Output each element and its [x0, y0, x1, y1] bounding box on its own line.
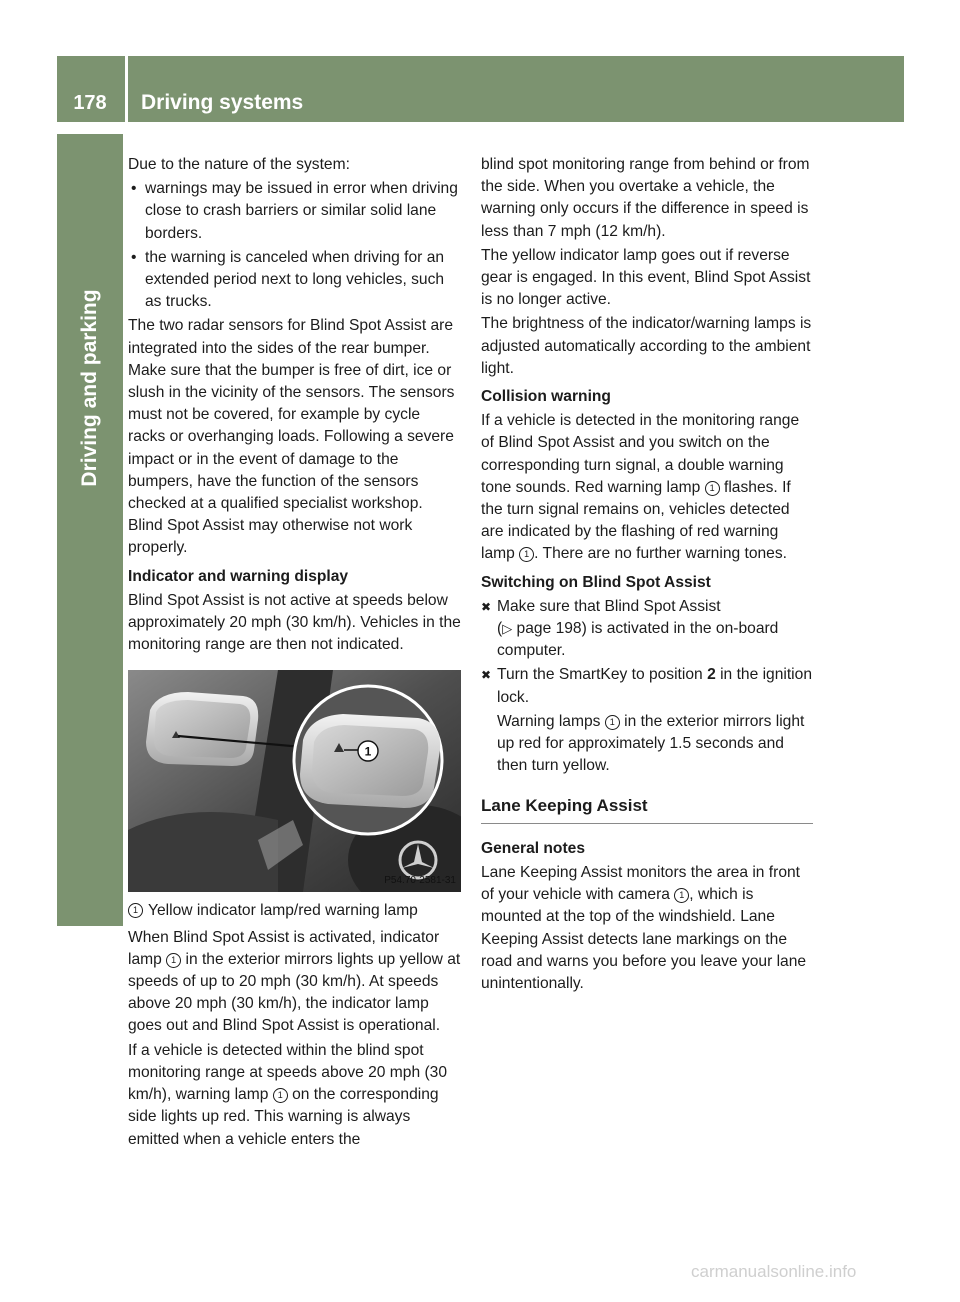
callout-marker: 1	[705, 481, 720, 496]
inactive-paragraph: Blind Spot Assist is not active at speeds below approximately 20 mph (30 km/h). Vehicles in the monitoring range are then not indicated.	[128, 591, 461, 654]
sensors-paragraph: The two radar sensors for Blind Spot Assist are integrated into the sides of the rear bumper. Make sure that the bumper is free of dirt, ice or slush in the vicinity of the sensors. The sensors must not be covered, for example by cycle racks or overhanging loads. Following a severe impact or in the event of damage to the bumpers, have the function of the sensors checked at a qualified specialist workshop. Blind Spot Assist may otherwise not work properly.	[128, 317, 455, 557]
text-run: , which is mounted at the top of the windshield. Lane Keeping Assist detects lane markings on the road and warns you before you leave your lane unintentionally.	[481, 886, 807, 992]
text-run: in the exterior mirrors light up red for approximately 1.5 seconds and then turn yellow.	[497, 712, 805, 775]
text-run: . There are no further warning tones.	[534, 545, 787, 563]
step-arrow-icon: ✖	[481, 599, 492, 614]
callout-marker: 1	[674, 888, 689, 903]
intro-text: Due to the nature of the system:	[128, 156, 350, 173]
right-column	[481, 154, 813, 997]
bullet-item: • warnings may be issued in error when driving close to crash barriers or similar solid lane borders.	[128, 178, 461, 245]
indicator-heading: Indicator and warning display	[128, 567, 349, 585]
instruction-step: ✖ Make sure that Blind Spot Assist (▷ page 198) is activated in the on-board computer.	[481, 597, 779, 660]
callout-marker: 1	[519, 547, 534, 562]
watermark-brand: carmanualsonline.info	[691, 1262, 857, 1281]
image-caption	[128, 900, 461, 922]
image-code: P54.70-2581-31	[384, 875, 456, 887]
image-callout-marker: 1	[364, 744, 372, 759]
page-ref-arrow-icon: ▷	[502, 621, 513, 637]
page-title: Driving systems	[141, 91, 304, 114]
side-tab-label: Driving and parking	[78, 289, 101, 487]
text-run: Lane Keeping Assist monitors the area in front of your vehicle with camera	[481, 863, 800, 904]
page-number: 178	[73, 92, 107, 114]
general-heading: General notes	[481, 839, 585, 857]
section-title: Lane Keeping Assist	[481, 795, 813, 823]
callout-marker: 1	[166, 953, 181, 968]
text-run: Turn the SmartKey to position	[497, 666, 703, 684]
collision-paragraph	[481, 410, 813, 565]
step-arrow-icon: ✖	[481, 668, 492, 683]
callout-marker: 1	[605, 715, 620, 730]
bullet-item: • the warning is canceled when driving for an extended period next to long vehicles, such as trucks.	[128, 247, 461, 314]
mirror-photo	[128, 670, 461, 892]
header-divider	[125, 56, 128, 122]
text-run: When Blind Spot Assist is activated, indicator lamp	[128, 928, 440, 968]
detected-paragraph	[128, 1040, 461, 1151]
activated-paragraph	[128, 927, 461, 1038]
continue-paragraph: blind spot monitoring range from behind or from the side. When you overtake a vehicle, the warning only occurs if the difference in speed is less than 7 mph (12 km/h).	[481, 156, 810, 240]
key-position: 2	[707, 666, 716, 684]
callout-marker: 1	[128, 903, 143, 918]
collision-heading: Collision warning	[481, 388, 611, 406]
text-run: Make sure that Blind Spot Assist	[497, 597, 721, 615]
step-result	[481, 711, 813, 778]
text-run: on the corresponding side lights up red. This warning is always emitted when a vehicle enters the	[128, 1086, 439, 1148]
text-run: If a vehicle is detected within the blind spot monitoring range at speeds above 20 mph (30 km/h), warning lamp	[128, 1041, 448, 1104]
text-run: flashes. If the turn signal remains on, vehicles detected are indicated by the flashing of red warning lamp	[481, 478, 791, 563]
mirror-illustration	[128, 670, 461, 892]
caption-text: Yellow indicator lamp/red warning lamp	[148, 902, 418, 920]
text-run: Warning lamps	[497, 712, 601, 730]
left-column	[128, 154, 461, 1153]
text-run: in the ignition lock.	[497, 666, 812, 706]
instruction-step	[481, 664, 813, 708]
reverse-paragraph: The yellow indicator lamp goes out if reverse gear is engaged. In this event, Blind Spot Assist is no longer active.	[481, 246, 811, 309]
switching-heading: Switching on Blind Spot Assist	[481, 573, 711, 591]
text-run: in the exterior mirrors lights up yellow at speeds of up to 20 mph (30 km/h). At speeds above 20 mph (30 km/h), the indicator lamp goes out and Blind Spot Assist is operational.	[128, 950, 461, 1035]
text-run: If a vehicle is detected in the monitoring range of Blind Spot Assist and you switch on the corresponding turn signal, a double warning tone sounds. Red warning lamp	[481, 412, 800, 496]
callout-marker: 1	[273, 1088, 288, 1103]
general-paragraph	[481, 862, 813, 995]
text-run: page 198) is activated in the on-board computer.	[497, 620, 779, 660]
side-tab-label-wrap	[57, 134, 123, 926]
brightness-paragraph: The brightness of the indicator/warning lamps is adjusted automatically according to the ambient light.	[481, 315, 812, 377]
